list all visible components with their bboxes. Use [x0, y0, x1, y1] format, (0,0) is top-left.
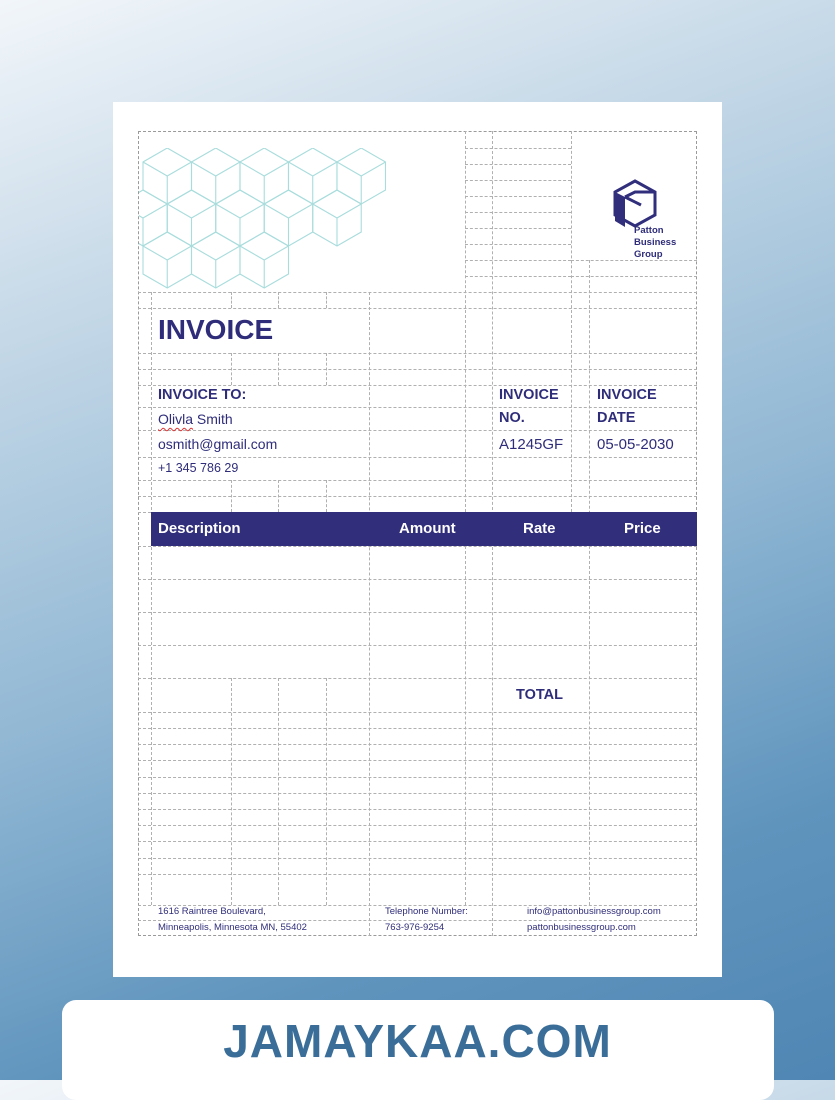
cube-edge: [216, 162, 240, 176]
grid-hline: [465, 196, 571, 197]
grid-hline: [138, 858, 697, 859]
cube-edge: [264, 246, 288, 260]
grid-hline: [465, 212, 571, 213]
grid-hline: [138, 874, 697, 875]
grid-hline: [138, 546, 697, 547]
logo-text-line1: Patton: [634, 225, 664, 236]
cube-edge: [167, 162, 191, 176]
grid-hline: [138, 612, 697, 613]
grid-hline: [138, 760, 697, 761]
grid-hline: [138, 712, 697, 713]
footer-phone-label: Telephone Number:: [385, 906, 468, 917]
grid-hline: [138, 430, 697, 431]
logo-text-line2: Business: [634, 237, 677, 248]
cube-edge: [337, 162, 361, 176]
grid-vline: [571, 131, 572, 512]
cube-edge: [288, 162, 312, 176]
cube-edge: [143, 246, 167, 260]
cube-edge: [361, 162, 385, 176]
client-first-name: Olivla: [158, 411, 194, 427]
grid-hline: [138, 385, 697, 386]
grid-hline: [465, 228, 571, 229]
header-price: Price: [624, 520, 661, 537]
cube-edge: [313, 204, 337, 218]
header-description: Description: [158, 520, 241, 537]
cube-edge: [191, 246, 215, 260]
cube-edge: [240, 162, 264, 176]
grid-vline: [231, 678, 232, 905]
grid-hline: [465, 244, 571, 245]
logo-text-line3: Group: [634, 249, 663, 260]
client-email: osmith@gmail.com: [158, 436, 278, 452]
grid-hline: [465, 180, 571, 181]
cube-logo-icon: [611, 179, 659, 229]
watermark-site-text: JAMAYKAA.COM: [223, 1015, 612, 1067]
footer-email: info@pattonbusinessgroup.com: [527, 906, 661, 917]
cube-edge: [264, 204, 288, 218]
grid-hline: [138, 645, 697, 646]
client-phone: +1 345 786 29: [158, 461, 239, 475]
grid-vline: [326, 480, 327, 512]
grid-hline: [138, 920, 697, 921]
grid-hline: [138, 496, 697, 497]
grid-hline: [138, 579, 697, 580]
cube-pattern-decoration: [139, 148, 399, 293]
grid-vline: [589, 260, 590, 905]
grid-vline: [465, 131, 466, 512]
grid-hline: [138, 457, 697, 458]
grid-hline: [138, 809, 697, 810]
cube-edge: [191, 204, 215, 218]
cube-edge: [167, 246, 191, 260]
invoice-no-value: A1245GF: [499, 436, 564, 453]
grid-vline: [465, 546, 466, 905]
cube-edge: [313, 162, 337, 176]
grid-vline: [231, 292, 232, 308]
header-rate: Rate: [523, 520, 556, 537]
footer-address-1: 1616 Raintree Boulevard,: [158, 906, 266, 917]
cube-edge: [264, 162, 288, 176]
invoice-no-label-2: NO.: [499, 410, 525, 426]
grid-vline: [278, 292, 279, 308]
grid-vline: [151, 292, 152, 905]
cube-edge: [143, 204, 167, 218]
invoice-title: INVOICE: [158, 314, 274, 345]
grid-hline: [138, 777, 697, 778]
grid-vline: [278, 480, 279, 512]
grid-vline: [278, 678, 279, 905]
grid-hline: [138, 678, 697, 679]
invoice-date-value: 05-05-2030: [597, 436, 674, 453]
grid-hline: [138, 407, 697, 408]
grid-hline: [138, 353, 697, 354]
grid-hline: [138, 744, 697, 745]
grid-hline: [138, 480, 697, 481]
invoice-date-label-2: DATE: [597, 410, 636, 426]
grid-hline: [138, 825, 697, 826]
footer-phone-value: 763-976-9254: [385, 922, 445, 933]
grid-vline: [326, 292, 327, 308]
cube-edge: [240, 204, 264, 218]
cube-edge: [288, 204, 312, 218]
grid-hline: [138, 841, 697, 842]
grid-hline: [138, 793, 697, 794]
grid-vline: [231, 353, 232, 385]
grid-hline: [465, 148, 571, 149]
cube-edge: [191, 162, 215, 176]
invoice-date-label-1: INVOICE: [597, 387, 657, 403]
grid-vline: [369, 292, 370, 936]
grid-hline: [465, 164, 571, 165]
grid-hline: [138, 308, 697, 309]
grid-vline: [278, 353, 279, 385]
total-label: TOTAL: [516, 687, 563, 703]
header-amount: Amount: [399, 520, 456, 537]
client-last-name: Smith: [193, 411, 233, 427]
grid-vline: [231, 480, 232, 512]
cube-edge: [139, 204, 143, 218]
invoice-no-label-1: INVOICE: [499, 387, 559, 403]
grid-hline: [465, 276, 571, 277]
cube-edge: [143, 162, 167, 176]
cube-edge: [337, 204, 361, 218]
footer-address-2: Minneapolis, Minnesota MN, 55402: [158, 922, 307, 933]
cube-edge: [216, 204, 240, 218]
cube-edge: [216, 246, 240, 260]
cube-edge: [167, 204, 191, 218]
cube-edge: [240, 246, 264, 260]
client-name: [158, 411, 233, 427]
grid-vline: [326, 353, 327, 385]
grid-hline: [138, 369, 697, 370]
grid-hline: [138, 728, 697, 729]
invoice-to-label: INVOICE TO:: [158, 387, 247, 403]
grid-hline: [465, 260, 571, 261]
footer-website: pattonbusinessgroup.com: [527, 922, 636, 933]
grid-vline: [326, 678, 327, 905]
